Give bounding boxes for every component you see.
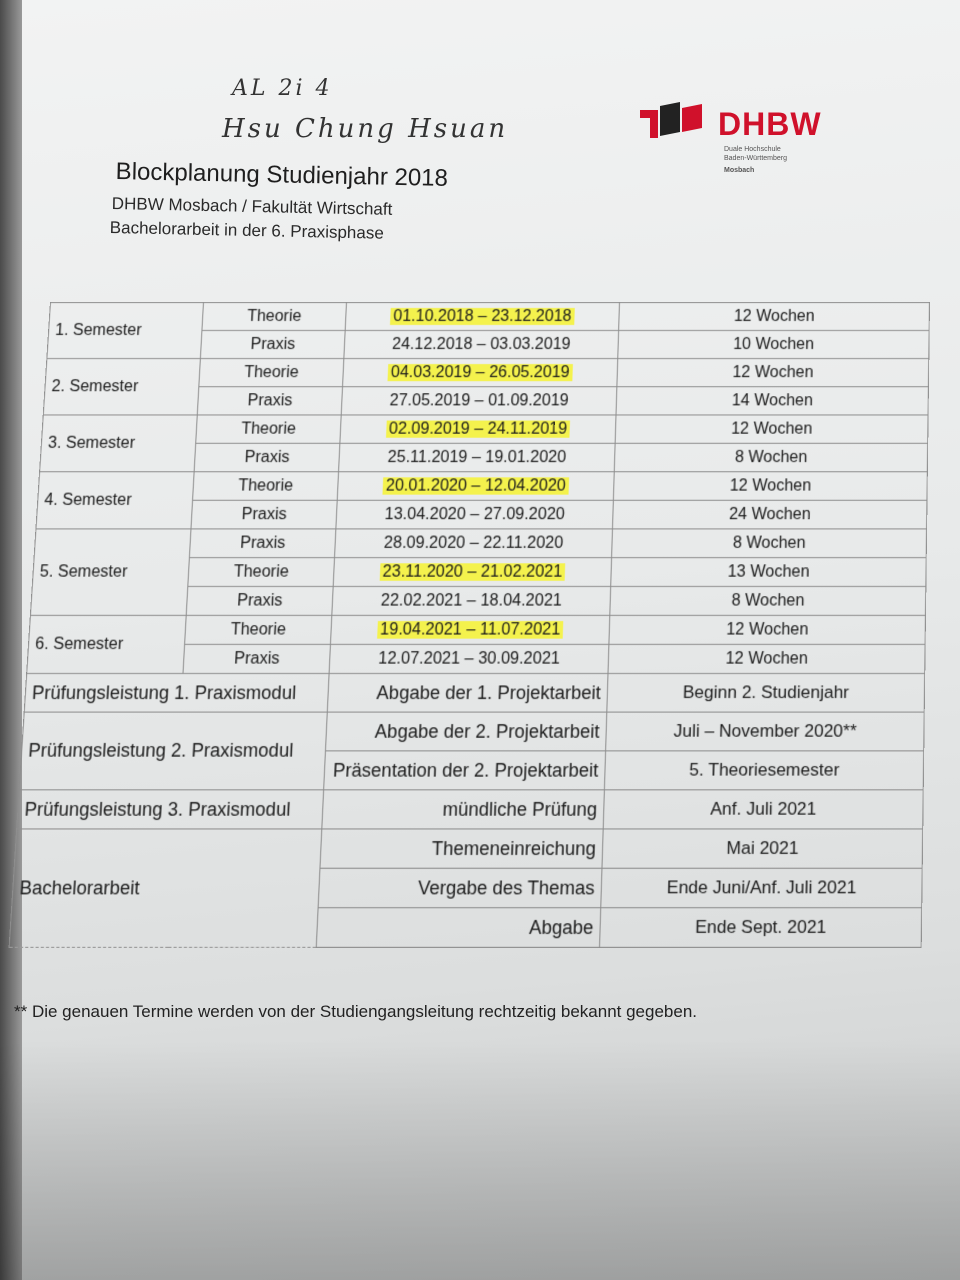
- phase-dates: 19.04.2021 – 11.07.2021: [377, 621, 564, 639]
- semester-label: 4. Semester: [36, 472, 194, 529]
- phase-dates-cell: [339, 443, 616, 471]
- exam-when: 5. Theoriesemester: [604, 751, 923, 790]
- table-row: [24, 673, 925, 712]
- phase-type: Theorie: [196, 415, 342, 443]
- exam-when: Ende Sept. 2021: [600, 908, 922, 948]
- exam-item: mündliche Prüfung: [322, 790, 605, 829]
- table-row: [49, 302, 930, 330]
- phase-dates: 28.09.2020 – 22.11.2020: [383, 534, 564, 552]
- phase-dates: 20.01.2020 – 12.04.2020: [383, 477, 570, 494]
- phase-dates: 25.11.2019 – 19.01.2020: [387, 448, 567, 466]
- phase-dates-cell: [329, 644, 609, 673]
- semester-label: 3. Semester: [40, 415, 198, 472]
- phase-weeks-cell: [610, 586, 926, 615]
- phase-weeks: 12 Wochen: [725, 649, 809, 668]
- phase-weeks: 12 Wochen: [730, 420, 813, 438]
- phase-type: Praxis: [183, 644, 330, 673]
- dhbw-logo: [640, 98, 840, 178]
- document-subtitle: DHBW Mosbach / Fakultät Wirtschaft: [111, 194, 393, 219]
- phase-dates-cell: [341, 387, 617, 415]
- table-row: [14, 829, 923, 868]
- phase-dates-cell: [340, 415, 616, 443]
- table-row: [17, 790, 923, 829]
- phase-dates: 24.12.2018 – 03.03.2019: [391, 335, 571, 353]
- exam-when: Anf. Juli 2021: [603, 790, 923, 829]
- exam-item: Vergabe des Themas: [318, 868, 602, 907]
- phase-weeks-cell: [609, 615, 926, 644]
- phase-dates: 22.02.2021 – 18.04.2021: [380, 591, 563, 610]
- table-row: [22, 712, 924, 751]
- phase-weeks-cell: [615, 415, 928, 443]
- phase-weeks: 8 Wochen: [732, 534, 806, 552]
- exam-item: Abgabe: [316, 908, 600, 948]
- document-subtitle-2: Bachelorarbeit in der 6. Praxisphase: [109, 218, 384, 243]
- table-row: [38, 472, 928, 501]
- phase-dates: 27.05.2019 – 01.09.2019: [389, 391, 569, 409]
- phase-dates-cell: [344, 330, 619, 358]
- phase-type: Theorie: [202, 302, 347, 330]
- semester-label: 5. Semester: [30, 529, 191, 615]
- phase-weeks-cell: [608, 644, 925, 673]
- phase-type: Theorie: [188, 558, 335, 587]
- exam-item: Abgabe der 2. Projektarbeit: [325, 712, 606, 751]
- logo-text: DHBW: [718, 106, 822, 142]
- table-row: [34, 529, 926, 558]
- phase-dates: 12.07.2021 – 30.09.2021: [377, 649, 561, 668]
- phase-weeks-cell: [618, 330, 929, 358]
- table-row: [41, 415, 928, 443]
- phase-type: Praxis: [186, 586, 333, 615]
- footnote: ** Die genauen Termine werden von der Studiengangsleitung rechtzeitig bekannt gegeben.: [14, 1002, 697, 1021]
- dhbw-logo-mark-icon: [640, 102, 712, 138]
- exam-when: Juli – November 2020**: [606, 712, 925, 751]
- exam-when: Mai 2021: [602, 829, 923, 868]
- phase-weeks-cell: [619, 302, 930, 330]
- phase-weeks-cell: [612, 500, 926, 529]
- phase-type: Praxis: [200, 330, 345, 358]
- exam-when: Beginn 2. Studienjahr: [607, 673, 925, 712]
- exam-label: Bachelorarbeit: [9, 829, 322, 947]
- phase-type: Theorie: [193, 472, 339, 501]
- phase-type: Praxis: [189, 529, 335, 558]
- document-title: Blockplanung Studienjahr 2018: [115, 158, 449, 192]
- schedule-table-wrap: [9, 302, 930, 948]
- phase-weeks: 8 Wochen: [734, 448, 808, 466]
- phase-dates: 02.09.2019 – 24.11.2019: [386, 420, 571, 437]
- phase-dates: 04.03.2019 – 26.05.2019: [388, 364, 573, 381]
- handwritten-class: AL 2i 4: [232, 76, 333, 101]
- table-row: [29, 615, 926, 644]
- phase-weeks: 14 Wochen: [731, 391, 814, 409]
- phase-weeks: 24 Wochen: [728, 505, 811, 523]
- table-row: [45, 359, 929, 387]
- phase-dates: 01.10.2018 – 23.12.2018: [390, 307, 575, 324]
- phase-dates-cell: [330, 615, 609, 644]
- phase-dates: 23.11.2020 – 21.02.2021: [379, 563, 565, 580]
- phase-weeks-cell: [614, 443, 927, 471]
- phase-dates-cell: [345, 302, 619, 330]
- phase-weeks-cell: [616, 387, 928, 415]
- phase-weeks: 12 Wochen: [732, 363, 814, 381]
- phase-dates-cell: [333, 558, 611, 587]
- logo-line-2: Baden-Württemberg: [724, 155, 788, 162]
- phase-type: Theorie: [185, 615, 332, 644]
- phase-dates-cell: [343, 359, 618, 387]
- phase-dates: 13.04.2020 – 27.09.2020: [384, 505, 566, 523]
- phase-weeks: 12 Wochen: [733, 307, 815, 325]
- phase-dates-cell: [337, 472, 614, 501]
- phase-dates-cell: [335, 529, 613, 558]
- phase-weeks: 13 Wochen: [727, 562, 810, 581]
- logo-line-3: Mosbach: [724, 167, 755, 174]
- phase-type: Theorie: [199, 359, 344, 387]
- phase-weeks-cell: [612, 529, 927, 558]
- schedule-table: [9, 302, 930, 948]
- exam-label: Prüfungsleistung 3. Praxismodul: [17, 790, 324, 829]
- semester-label: 6. Semester: [27, 615, 187, 673]
- exam-item: Abgabe der 1. Projektarbeit: [327, 673, 608, 712]
- semester-label: 1. Semester: [47, 302, 204, 358]
- exam-label: Prüfungsleistung 1. Praxismodul: [24, 673, 329, 712]
- phase-weeks: 12 Wochen: [726, 620, 809, 639]
- semester-label: 2. Semester: [43, 359, 200, 415]
- phase-weeks-cell: [613, 472, 927, 501]
- phase-type: Praxis: [191, 500, 337, 529]
- phase-dates-cell: [332, 586, 611, 615]
- phase-type: Praxis: [197, 387, 342, 415]
- phase-weeks-cell: [611, 558, 927, 587]
- photo-shadow: [0, 1040, 960, 1280]
- phase-dates-cell: [336, 500, 613, 529]
- phase-type: Praxis: [194, 443, 340, 471]
- handwritten-name: Hsu Chung Hsuan: [222, 114, 509, 144]
- exam-item: Präsentation der 2. Projektarbeit: [324, 751, 606, 790]
- phase-weeks: 12 Wochen: [729, 476, 812, 495]
- phase-weeks: 10 Wochen: [732, 335, 815, 353]
- exam-item: Themeneinreichung: [320, 829, 603, 868]
- exam-label: Prüfungsleistung 2. Praxismodul: [19, 712, 327, 790]
- logo-line-1: Duale Hochschule: [724, 146, 781, 153]
- phase-weeks-cell: [617, 359, 929, 387]
- exam-when: Ende Juni/Anf. Juli 2021: [601, 868, 922, 907]
- phase-weeks: 8 Wochen: [731, 591, 805, 610]
